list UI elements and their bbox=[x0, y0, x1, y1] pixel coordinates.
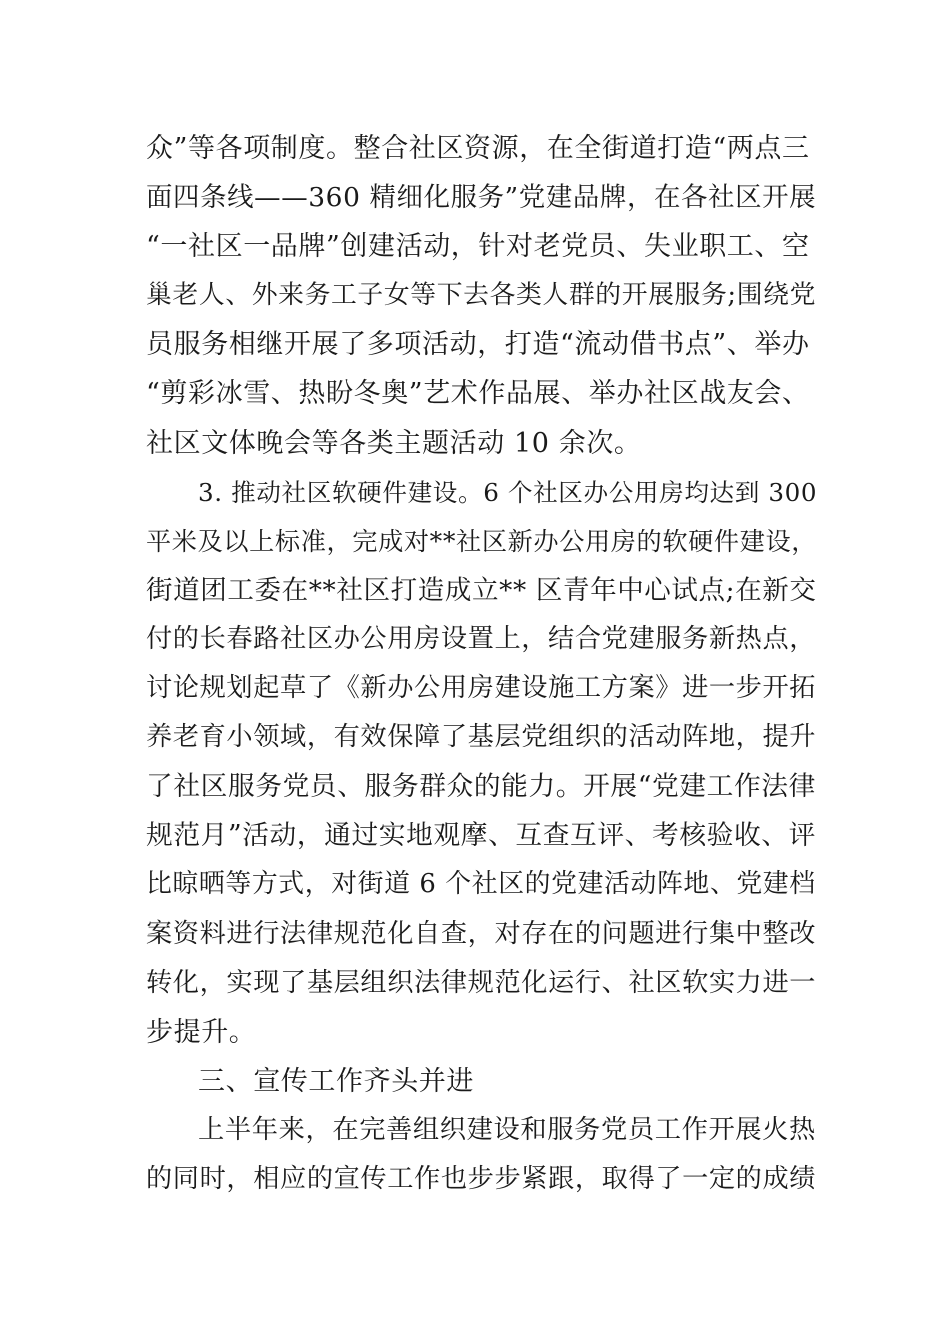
text-line: “一社区一品牌”创建活动，针对老党员、失业职工、空 bbox=[146, 231, 810, 263]
text-line: 社区文体晚会等各类主题活动 10 余次。 bbox=[146, 427, 642, 459]
text-line: 比晾晒等方式，对街道 6 个社区的党建活动阵地、党建档 bbox=[146, 869, 816, 900]
text-line: 巢老人、外来务工子女等下去各类人群的开展服务;围绕党 bbox=[146, 280, 817, 311]
body-text bbox=[146, 124, 816, 1204]
text-line: 的同时，相应的宣传工作也步步紧跟，取得了一定的成绩 bbox=[146, 1163, 817, 1194]
text-line: “剪彩冰雪、热盼冬奥”艺术作品展、举办社区战友会、 bbox=[146, 378, 810, 410]
text-line: 面四条线——360 精细化服务”党建品牌，在各社区开展 bbox=[146, 182, 817, 214]
text-line: 案资料进行法律规范化自查，对存在的问题进行集中整改 bbox=[146, 918, 817, 949]
paragraph-heading-line: 3. 推动社区软硬件建设。6 个社区办公用房均达到 300 bbox=[198, 477, 818, 507]
text-line: 街道团工委在**社区打造成立** 区青年中心试点;在新交 bbox=[146, 574, 817, 606]
text-line: 养老育小领域，有效保障了基层党组织的活动阵地，提升 bbox=[146, 722, 817, 753]
text-line: 规范月”活动，通过实地观摩、互查互评、考核验收、评 bbox=[146, 820, 816, 852]
text-line: 讨论规划起草了《新办公用房建设施工方案》进一步开拓 bbox=[146, 673, 817, 704]
text-line: 员服务相继开展了多项活动，打造“流动借书点”、举办 bbox=[146, 329, 810, 361]
text-line: 上半年来，在完善组织建设和服务党员工作开展火热 bbox=[198, 1114, 816, 1145]
section-heading: 三、宣传工作齐头并进 bbox=[198, 1065, 474, 1097]
text-line: 平米及以上标准，完成对**社区新办公用房的软硬件建设， bbox=[146, 526, 818, 556]
text-line: 步提升。 bbox=[146, 1016, 257, 1048]
text-line: 众”等各项制度。整合社区资源，在全街道打造“两点三 bbox=[146, 133, 810, 164]
text-line: 了社区服务党员、服务群众的能力。开展“党建工作法律 bbox=[146, 771, 816, 803]
text-line: 转化，实现了基层组织法律规范化运行、社区软实力进一 bbox=[146, 967, 817, 998]
text-line: 付的长春路社区办公用房设置上，结合党建服务新热点， bbox=[146, 623, 817, 654]
